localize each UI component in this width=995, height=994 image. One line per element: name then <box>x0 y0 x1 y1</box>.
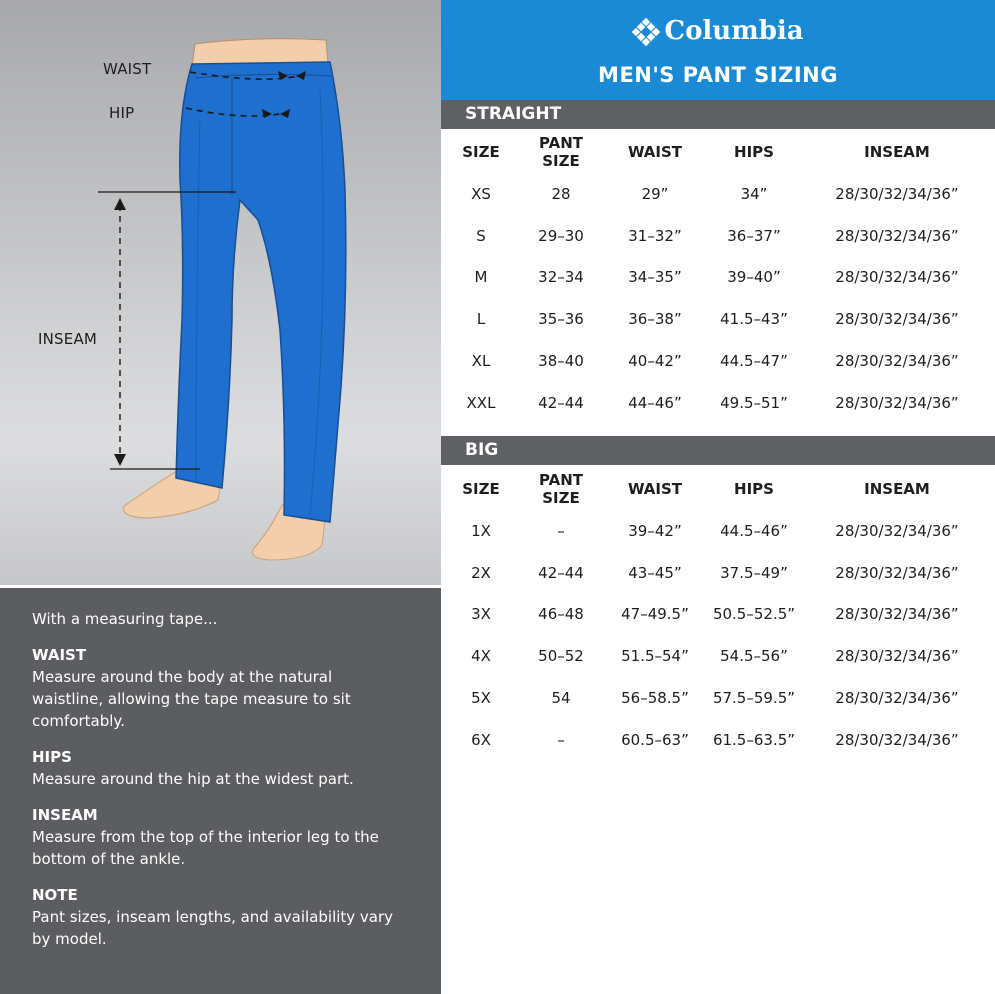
table-cell: 34” <box>740 184 768 203</box>
table-cell: 28/30/32/34/36” <box>835 184 959 203</box>
brand-name: Columbia <box>664 16 804 46</box>
table-cell: 31–32” <box>628 226 682 245</box>
table-cell: 28/30/32/34/36” <box>835 563 959 582</box>
brand-logo <box>441 16 995 46</box>
table-cell: 28/30/32/34/36” <box>835 226 959 245</box>
table-cell: 49.5–51” <box>720 393 788 412</box>
waist-label: WAIST <box>103 60 152 78</box>
table-cell: 28/30/32/34/36” <box>835 647 959 666</box>
table-cell: 5X <box>471 689 491 708</box>
big-section-bar: BIG <box>441 436 995 465</box>
table-cell: 61.5–63.5” <box>712 730 796 749</box>
table-cell: 6X <box>471 730 491 749</box>
table-row <box>441 594 995 636</box>
table-cell: 39–40” <box>727 268 781 287</box>
table-cell: 1X <box>471 521 491 540</box>
table-row <box>441 173 995 215</box>
table-row <box>441 510 995 552</box>
table-cell: 44–46” <box>628 393 682 412</box>
instructions-lead: With a measuring tape... <box>32 610 218 628</box>
table-cell: 28/30/32/34/36” <box>835 521 959 540</box>
table-cell: 46–48 <box>538 605 584 624</box>
table-row <box>441 340 995 382</box>
column-header: HIPS <box>734 480 774 498</box>
table-cell: 37.5–49” <box>720 563 788 582</box>
header <box>441 0 995 100</box>
column-header: INSEAM <box>864 143 930 161</box>
column-header: INSEAM <box>864 480 930 498</box>
column-header: SIZE <box>462 480 500 498</box>
table-cell: M <box>474 268 488 287</box>
table-row <box>441 298 995 340</box>
table-cell: 28/30/32/34/36” <box>835 730 959 749</box>
big-size-table <box>441 468 995 761</box>
column-header: PANT SIZE <box>538 471 583 507</box>
table-cell: 3X <box>471 605 491 624</box>
columbia-diamond-icon <box>632 18 660 46</box>
table-cell: 40–42” <box>628 352 682 371</box>
table-cell: 38–40 <box>538 352 584 371</box>
table-header-row <box>441 131 995 173</box>
table-row <box>441 719 995 761</box>
page-title: MEN'S PANT SIZING <box>598 63 838 87</box>
table-row <box>441 552 995 594</box>
table-cell: 28/30/32/34/36” <box>835 689 959 708</box>
table-cell: 36–37” <box>727 226 781 245</box>
table-cell: 32–34 <box>538 268 584 287</box>
column-header: HIPS <box>734 143 774 161</box>
table-cell: XL <box>471 352 491 371</box>
straight-size-table <box>441 131 995 424</box>
table-cell: S <box>476 226 486 245</box>
table-cell: 29–30 <box>538 226 584 245</box>
table-row <box>441 382 995 424</box>
table-cell: 36–38” <box>628 310 682 329</box>
column-header: SIZE <box>462 143 500 161</box>
table-cell: L <box>476 310 486 329</box>
note-heading: NOTE <box>32 886 78 904</box>
table-cell: 42–44 <box>538 393 584 412</box>
pants-illustration <box>0 0 441 585</box>
table-row <box>441 257 995 299</box>
table-cell: XXL <box>466 393 496 412</box>
table-cell: 28/30/32/34/36” <box>835 393 959 412</box>
table-cell: 2X <box>471 563 491 582</box>
table-cell: – <box>557 730 565 749</box>
inseam-label: INSEAM <box>38 330 98 348</box>
column-header: PANT SIZE <box>538 134 583 170</box>
table-cell: 29” <box>641 184 669 203</box>
table-cell: 56–58.5” <box>621 689 689 708</box>
table-cell: 34–35” <box>628 268 682 287</box>
table-cell: 47–49.5” <box>621 605 689 624</box>
inseam-heading: INSEAM <box>32 806 98 824</box>
table-cell: 44.5–47” <box>720 352 788 371</box>
table-row <box>441 677 995 719</box>
table-cell: 39–42” <box>628 521 682 540</box>
table-cell: 54.5–56” <box>720 647 788 666</box>
straight-section-bar: STRAIGHT <box>441 100 995 129</box>
table-cell: 42–44 <box>538 563 584 582</box>
table-cell: 51.5–54” <box>621 647 689 666</box>
column-header: WAIST <box>627 480 683 498</box>
table-cell: 4X <box>471 647 491 666</box>
table-row <box>441 635 995 677</box>
table-cell: 28 <box>551 184 571 203</box>
hips-heading: HIPS <box>32 748 72 766</box>
hips-text: Measure around the hip at the widest part. <box>32 770 354 788</box>
table-cell: 60.5–63” <box>621 730 689 749</box>
inseam-text: Measure from the top of the interior leg to the bottom of the ankle. <box>32 828 379 868</box>
table-cell: 41.5–43” <box>720 310 788 329</box>
table-cell: – <box>557 521 565 540</box>
table-cell: 50–52 <box>538 647 584 666</box>
table-cell: 43–45” <box>628 563 682 582</box>
table-cell: 28/30/32/34/36” <box>835 352 959 371</box>
table-cell: 35–36 <box>538 310 584 329</box>
note-text: Pant sizes, inseam lengths, and availability vary by model. <box>32 908 394 948</box>
table-cell: 50.5–52.5” <box>712 605 796 624</box>
table-header-row <box>441 468 995 510</box>
table-cell: 57.5–59.5” <box>712 689 796 708</box>
measuring-instructions <box>0 588 441 994</box>
table-cell: XS <box>471 184 491 203</box>
pants-figure-icon <box>0 0 441 585</box>
waist-heading: WAIST <box>32 646 87 664</box>
table-cell: 28/30/32/34/36” <box>835 605 959 624</box>
table-cell: 28/30/32/34/36” <box>835 268 959 287</box>
table-cell: 44.5–46” <box>720 521 788 540</box>
table-cell: 54 <box>551 689 571 708</box>
column-header: WAIST <box>627 143 683 161</box>
waist-text: Measure around the body at the natural waistline, allowing the tape measure to sit comfortably. <box>32 668 351 730</box>
table-cell: 28/30/32/34/36” <box>835 310 959 329</box>
table-row <box>441 215 995 257</box>
hip-label: HIP <box>109 104 135 122</box>
